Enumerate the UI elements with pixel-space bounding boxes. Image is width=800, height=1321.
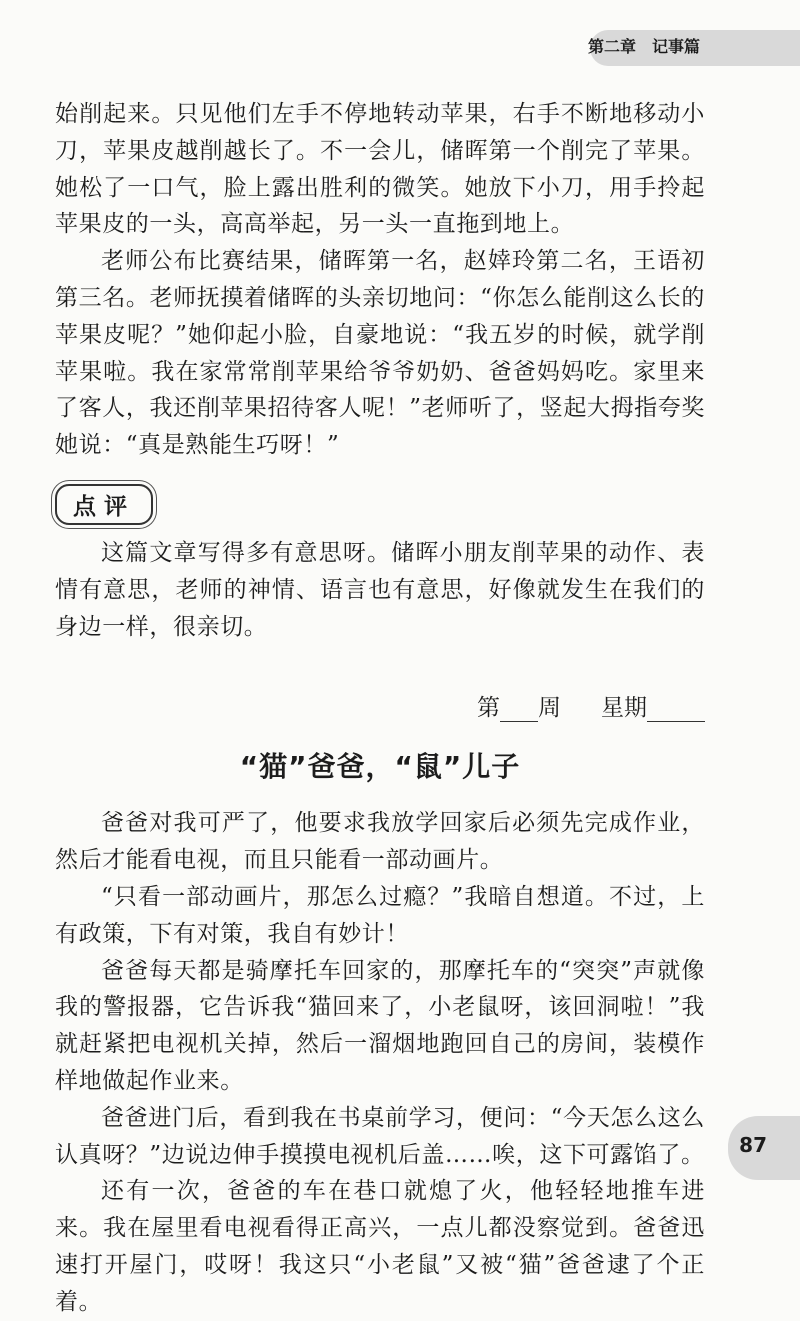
- comment-text: 这篇文章写得多有意思呀。储晖小朋友削苹果的动作、表情有意思，老师的神情、语言也有意思，好像就发生在我们的身边一样，很亲切。: [55, 539, 705, 640]
- chapter-header: 第二章 记事篇: [587, 37, 700, 56]
- story2-paragraph: 还有一次，爸爸的车在巷口就熄了火，他轻轻地推车进来。我在屋里看电视看得正高兴，一点儿都没察觉到。爸爸迅速打开屋门，哎呀！我这只“小老鼠”又被“猫”爸爸逮了个正着。: [55, 1178, 705, 1315]
- page-number: 87: [739, 1133, 767, 1157]
- story2-paragraph: 爸爸每天都是骑摩托车回家的，那摩托车的“突突”声就像我的警报器，它告诉我“猫回来了，小老鼠呀，该回洞啦！”我就赶紧把电视机关掉，然后一溜烟地跑回自己的房间，装模作样地做起作业来。: [55, 957, 705, 1094]
- week-line: [55, 689, 705, 723]
- story-title: “猫”爸爸，“鼠”儿子: [239, 750, 521, 784]
- page-content: [55, 96, 705, 1321]
- week-suffix: 周: [538, 695, 561, 722]
- story1-paragraph: 始削起来。只见他们左手不停地转动苹果，右手不断地移动小刀，苹果皮越削越长了。不一会儿，储晖第一个削完了苹果。她松了一口气，脸上露出胜利的微笑。她放下小刀，用手拎起苹果皮的一头，高高举起，另一头一直拖到地上。: [55, 101, 705, 238]
- week-prefix: 第: [477, 695, 500, 722]
- comment-label: 点评: [55, 484, 153, 525]
- story1-paragraph: 老师公布比赛结果，储晖第一名，赵婞玲第二名，王语初第三名。老师抚摸着储晖的头亲切地问：“你怎么能削这么长的苹果皮呢？”她仰起小脸，自豪地说：“我五岁的时候，就学削苹果啦。我在家常常削苹果给爷爷奶奶、爸爸妈妈吃。家里来了客人，我还削苹果招待客人呢！”老师听了，竖起大拇指夸奖她说：“真是熟能生巧呀！”: [55, 248, 705, 459]
- story2-paragraph: “只看一部动画片，那怎么过瘾？”我暗自想道。不过，上有政策，下有对策，我自有妙计！: [55, 883, 705, 947]
- weekday-label: 星期: [601, 695, 647, 722]
- story2-paragraph: 爸爸进门后，看到我在书桌前学习，便问：“今天怎么这么认真呀？”边说边伸手摸摸电视机后盖……唉，这下可露馅了。: [55, 1104, 705, 1168]
- story2-paragraph: 爸爸对我可严了，他要求我放学回家后必须先完成作业，然后才能看电视，而且只能看一部动画片。: [55, 810, 705, 874]
- week-blank: [500, 721, 538, 722]
- weekday-blank: [647, 721, 705, 722]
